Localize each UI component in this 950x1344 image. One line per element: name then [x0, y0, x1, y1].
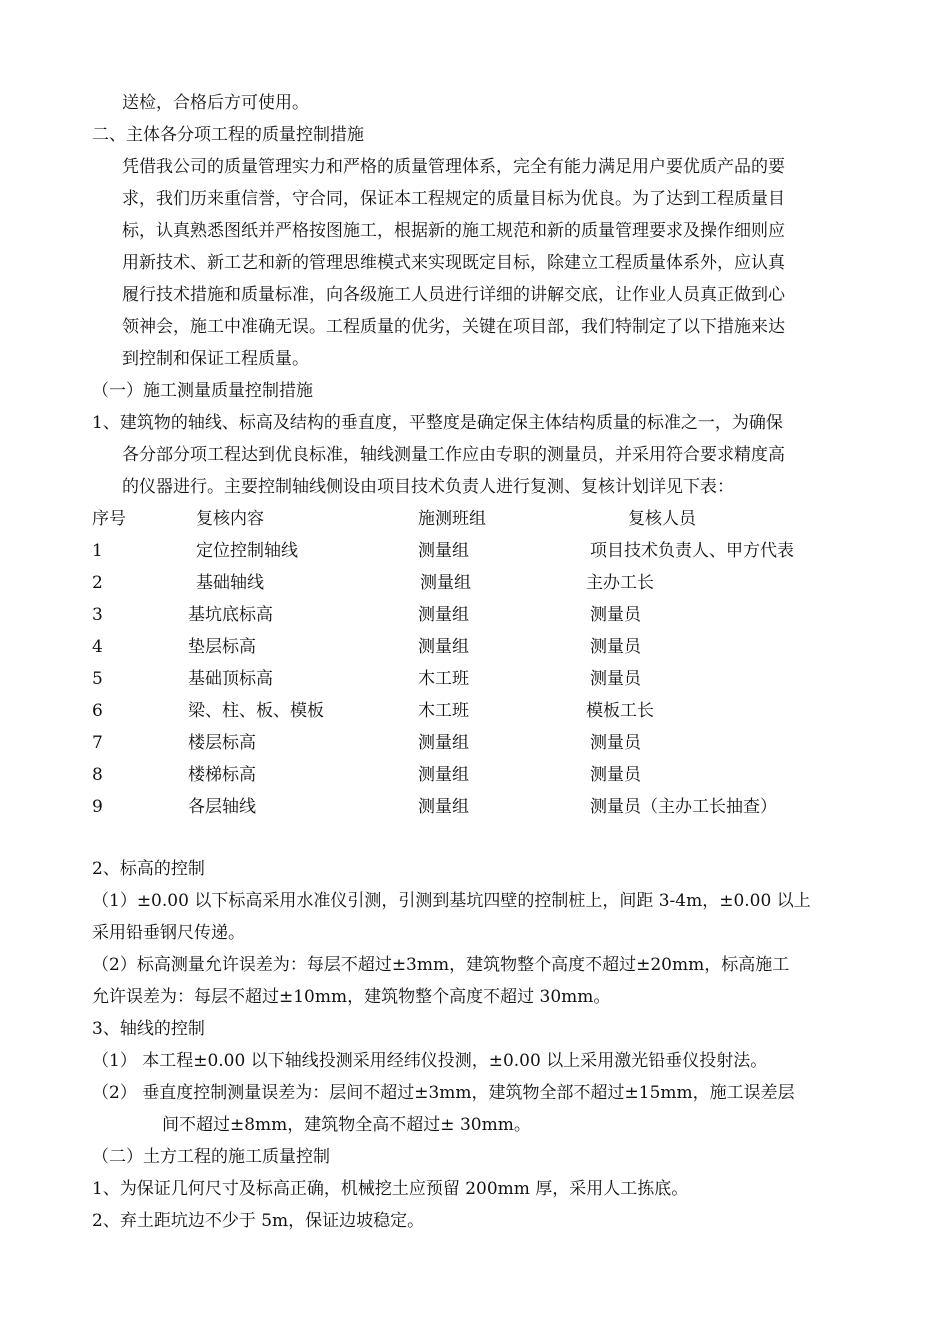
- text-line: 1、为保证几何尺寸及标高正确，机械挖土应预留 200mm 厚，采用人工拣底。: [92, 1179, 689, 1199]
- table-cell: 测量员: [590, 733, 641, 753]
- table-cell: 测量组: [418, 765, 469, 785]
- table-cell: 7: [92, 733, 103, 753]
- table-cell: 3: [92, 605, 103, 625]
- table-cell: 测量员（主办工长抽查）: [590, 797, 777, 817]
- table-cell: 主办工长: [586, 573, 654, 593]
- table-cell: 基础顶标高: [188, 669, 273, 689]
- text-line: 标，认真熟悉图纸并严格按图施工，根据新的施工规范和新的质量管理要求及操作细则应: [122, 221, 785, 241]
- text-line: 履行技术措施和质量标准，向各级施工人员进行详细的讲解交底，让作业人员真正做到心: [122, 285, 785, 305]
- table-cell: 1: [92, 541, 103, 561]
- table-cell: 木工班: [418, 701, 469, 721]
- table-cell: 测量组: [418, 637, 469, 657]
- table-cell: 梁、柱、板、模板: [188, 701, 324, 721]
- text-line: 领神会，施工中准确无误。工程质量的优劣，关键在项目部，我们特制定了以下措施来达: [122, 317, 785, 337]
- text-line: （2）标高测量允许误差为：每层不超过±3mm，建筑物整个高度不超过±20mm，标高施工: [92, 955, 790, 975]
- text-line: （1）±0.00 以下标高采用水准仪引测，引测到基坑四壁的控制桩上，间距 3-4m，±0.00 以上: [92, 891, 811, 911]
- text-line: 2、弃土距坑边不少于 5m，保证边坡稳定。: [92, 1211, 425, 1231]
- header-cell: 序号: [92, 509, 126, 529]
- table-cell: 6: [92, 701, 103, 721]
- table-cell: 楼层标高: [188, 733, 256, 753]
- section-heading: 二、主体各分项工程的质量控制措施: [92, 125, 364, 145]
- table-cell: 项目技术负责人、甲方代表: [590, 541, 794, 561]
- table-cell: 5: [92, 669, 103, 689]
- text-line: 间不超过±8mm，建筑物全高不超过± 30mm。: [162, 1115, 531, 1135]
- text-line: （2） 垂直度控制测量误差为：层间不超过±3mm，建筑物全部不超过±15mm，施工误差层: [92, 1083, 795, 1103]
- text-line: 1、建筑物的轴线、标高及结构的垂直度，平整度是确定保主体结构质量的标准之一，为确保: [92, 413, 783, 433]
- header-cell: 复核人员: [628, 509, 696, 529]
- table-cell: 定位控制轴线: [196, 541, 298, 561]
- header-cell: 复核内容: [196, 509, 264, 529]
- table-cell: 2: [92, 573, 103, 593]
- table-cell: 测量员: [590, 669, 641, 689]
- table-cell: 测量员: [590, 637, 641, 657]
- text-line: 到控制和保证工程质量。: [122, 349, 309, 369]
- subsection-heading: （一）施工测量质量控制措施: [92, 381, 313, 401]
- table-cell: 8: [92, 765, 103, 785]
- header-cell: 施测班组: [418, 509, 486, 529]
- subheading: 3、轴线的控制: [92, 1019, 205, 1039]
- text-line: 凭借我公司的质量管理实力和严格的质量管理体系，完全有能力满足用户要优质产品的要: [122, 157, 785, 177]
- table-cell: 木工班: [418, 669, 469, 689]
- subheading: 2、标高的控制: [92, 859, 205, 879]
- table-cell: 4: [92, 637, 103, 657]
- table-cell: 测量组: [418, 605, 469, 625]
- table-cell: 模板工长: [586, 701, 654, 721]
- table-cell: 测量组: [418, 797, 469, 817]
- text-line: 的仪器进行。主要控制轴线侧设由项目技术负责人进行复测、复核计划详见下表：: [122, 477, 734, 497]
- table-cell: 基坑底标高: [188, 605, 273, 625]
- table-cell: 测量组: [420, 573, 471, 593]
- text-line: 送检，合格后方可使用。: [122, 93, 309, 113]
- table-cell: 测量员: [590, 765, 641, 785]
- subsection-heading: （二）土方工程的施工质量控制: [92, 1147, 330, 1167]
- table-cell: 9: [92, 797, 103, 817]
- table-cell: 各层轴线: [188, 797, 256, 817]
- text-line: 用新技术、新工艺和新的管理思维模式来实现既定目标，除建立工程质量体系外，应认真: [122, 253, 785, 273]
- table-cell: 测量组: [418, 541, 469, 561]
- text-line: 求，我们历来重信誉，守合同，保证本工程规定的质量目标为优良。为了达到工程质量目: [122, 189, 785, 209]
- text-line: 允许误差为：每层不超过±10mm，建筑物整个高度不超过 30mm。: [92, 987, 611, 1007]
- table-cell: 垫层标高: [188, 637, 256, 657]
- text-line: （1） 本工程±0.00 以下轴线投测采用经纬仪投测，±0.00 以上采用激光铅垂仪投射法。: [92, 1051, 768, 1071]
- text-line: 采用铅垂钢尺传递。: [92, 923, 245, 943]
- table-cell: 楼梯标高: [188, 765, 256, 785]
- table-cell: 基础轴线: [196, 573, 264, 593]
- text-line: 各分部分项工程达到优良标准，轴线测量工作应由专职的测量员，并采用符合要求精度高: [122, 445, 785, 465]
- table-cell: 测量组: [418, 733, 469, 753]
- table-cell: 测量员: [590, 605, 641, 625]
